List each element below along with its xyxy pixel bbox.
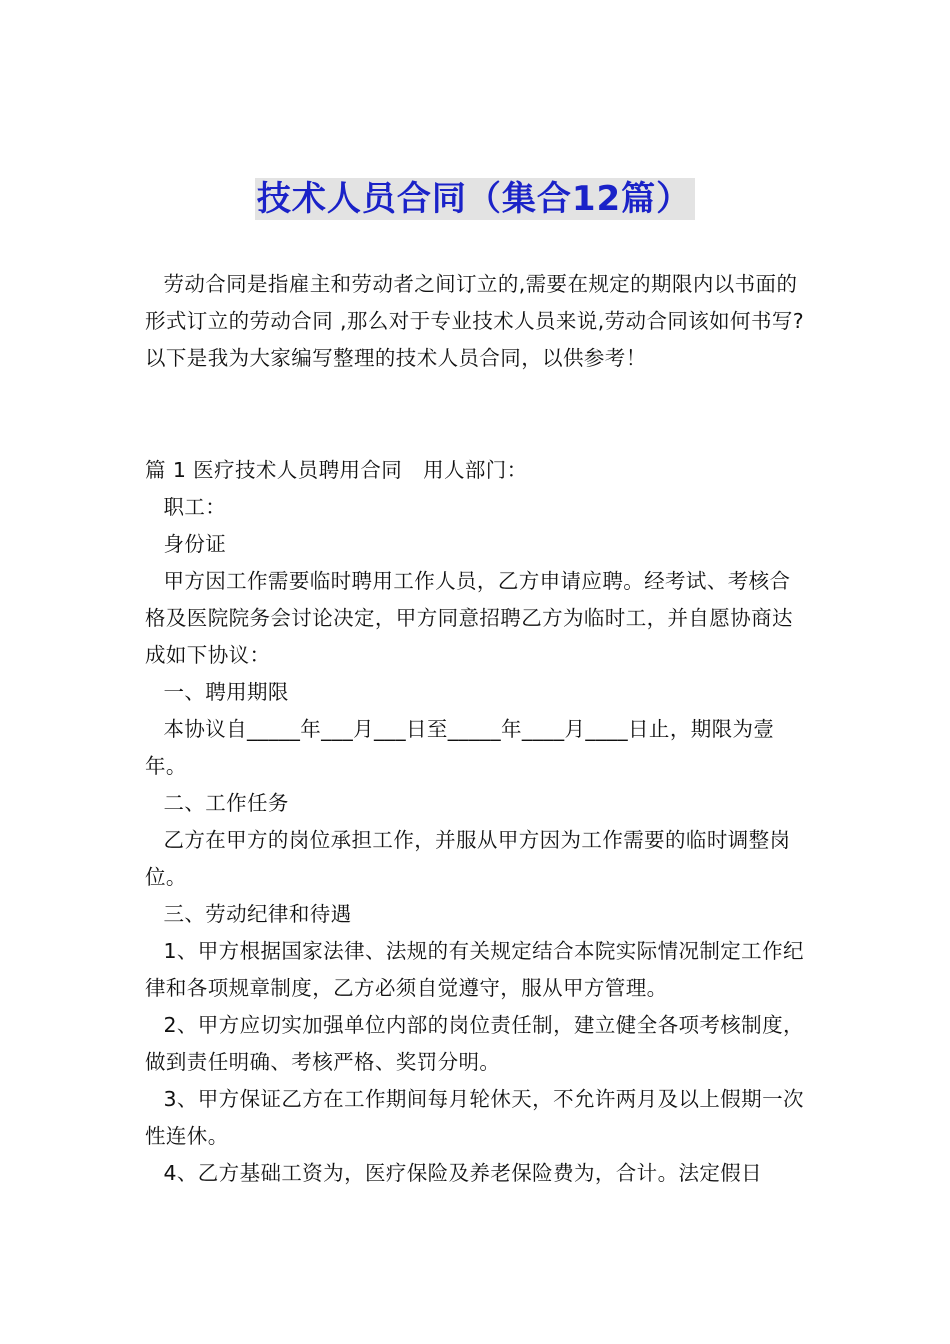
clause-2: 2、甲方应切实加强单位内部的岗位责任制，建立健全各项考核制度，做到责任明确、考核严格、奖罚分明。	[145, 1013, 804, 1074]
contract-body	[145, 452, 811, 1192]
clause-4: 4、乙方基础工资为，医疗保险及养老保险费为，合计。法定假日	[163, 1161, 763, 1185]
paragraph-term: 本协议自_____年___月___日至_____年____月____日止，期限为壹年。	[145, 717, 775, 778]
paragraph-id-card: 身份证	[163, 532, 227, 556]
heading-term: 一、聘用期限	[163, 680, 289, 704]
paragraph-employee: 职工：	[163, 495, 227, 519]
heading-tasks: 二、工作任务	[163, 791, 289, 815]
intro-paragraph: 劳动合同是指雇主和劳动者之间订立的,需要在规定的期限内以书面的形式订立的劳动合同 ,那么对于专业技术人员来说,劳动合同该如何书写?以下是我为大家编写整理的技术人员合同，以供参考！	[145, 272, 805, 370]
paragraph-preamble: 甲方因工作需要临时聘用工作人员，乙方申请应聘。经考试、考核合格及医院院务会讨论决定，甲方同意招聘乙方为临时工，并自愿协商达成如下协议：	[145, 569, 793, 667]
section-heading: 篇 1 医疗技术人员聘用合同 用人部门：	[145, 458, 528, 482]
title-container	[0, 178, 950, 220]
heading-discipline: 三、劳动纪律和待遇	[163, 902, 352, 926]
intro-section	[145, 266, 811, 377]
paragraph-tasks: 乙方在甲方的岗位承担工作，并服从甲方因为工作需要的临时调整岗位。	[145, 828, 791, 889]
document-title: 技术人员合同（集合12篇）	[255, 178, 695, 220]
clause-1: 1、甲方根据国家法律、法规的有关规定结合本院实际情况制定工作纪律和各项规章制度，乙方必须自觉遵守，服从甲方管理。	[145, 939, 804, 1000]
clause-3: 3、甲方保证乙方在工作期间每月轮休天，不允许两月及以上假期一次性连休。	[145, 1087, 804, 1148]
